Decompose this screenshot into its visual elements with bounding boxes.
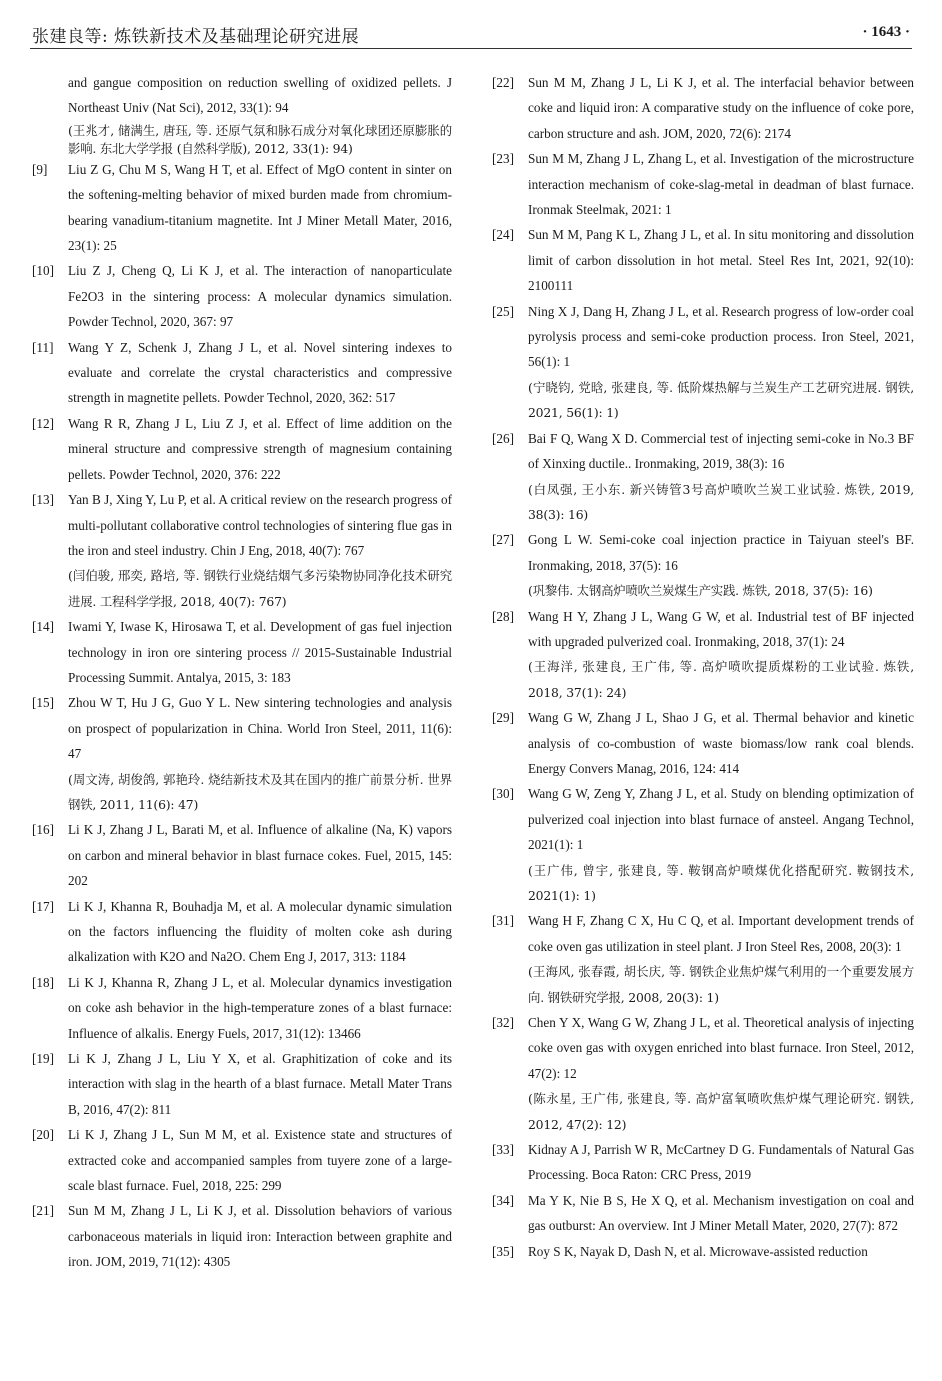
reference-body [68, 335, 452, 411]
reference-number: [19] [32, 1051, 54, 1067]
reference-number: [20] [32, 1127, 54, 1143]
continued-reference [32, 70, 452, 157]
reference-item [492, 604, 914, 706]
reference-item [32, 258, 452, 334]
reference-item [492, 1137, 914, 1188]
reference-number: [33] [492, 1142, 514, 1158]
reference-text: Li K J, Zhang J L, Sun M M, et al. Existence state and structures of extracted coke and accompanied samples from tuyere zone of a large-scale blast furnace. Fuel, 2018, 225: 299 [68, 1127, 452, 1194]
reference-text: Ma Y K, Nie B S, He X Q, et al. Mechanism investigation on coal and gas outburst: An overview. Int J Miner Metall Mater, 2020, 27(7): 872 [528, 1192, 914, 1234]
reference-text: Sun M M, Pang K L, Zhang J L, et al. In situ monitoring and dissolution limit of carbon dissolution in hot metal. Steel Res Int, 2021, 92(10): 2100111 [528, 227, 914, 294]
reference-number: [9] [32, 161, 48, 177]
reference-number: [21] [32, 1203, 54, 1219]
reference-item [492, 781, 914, 908]
reference-body [528, 908, 914, 1010]
reference-chinese: (白凤强, 王小东. 新兴铸管3号高炉喷吹兰炭工业试验. 炼铁, 2019, 38(3): 16) [528, 481, 914, 522]
reference-number: [17] [32, 898, 54, 914]
reference-text: Wang H Y, Zhang J L, Wang G W, et al. Industrial test of BF injected with upgraded pulverized coal. Ironmaking, 2018, 37(1): 24 [528, 608, 914, 649]
reference-body [68, 894, 452, 970]
reference-body [528, 222, 914, 298]
reference-item [492, 908, 914, 1010]
reference-chinese: (王广伟, 曾宇, 张建良, 等. 鞍钢高炉喷煤优化搭配研究. 鞍钢技术, 2021(1): 1) [528, 862, 914, 903]
reference-item [492, 705, 914, 781]
reference-text: Yan B J, Xing Y, Lu P, et al. A critical review on the research progress of multi-pollutant collaborative control technologies of sintering flue gas in the iron and steel industry. Chin J Eng, 2018, 40(7): 767 [68, 492, 452, 558]
reference-chinese: (王兆才, 储满生, 唐珏, 等. 还原气氛和脉石成分对氧化球团还原膨胀的影响. 东北大学学报 (自然科学版), 2012, 33(1): 94) [68, 122, 452, 156]
reference-text: Sun M M, Zhang J L, Li K J, et al. Dissolution behaviors of various carbonaceous materials in liquid iron: Interaction between graphite and iron. JOM, 2019, 71(12): 4305 [68, 1203, 452, 1270]
reference-chinese: (陈永星, 王广伟, 张建良, 等. 高炉富氧喷吹焦炉煤气理论研究. 钢铁, 2012, 47(2): 12) [528, 1091, 914, 1132]
reference-body [68, 157, 452, 259]
reference-text: Gong L W. Semi-coke coal injection practice in Taiyuan steel's BF. Ironmaking, 2018, 37(5): 16 [528, 532, 914, 573]
reference-number: [29] [492, 710, 514, 726]
reference-text: Iwami Y, Iwase K, Hirosawa T, et al. Development of gas fuel injection technology in iron ore sintering process // 2015-Sustainable Industrial Processing Summit. Antalya, 2015, 3: 183 [68, 619, 452, 685]
reference-body [68, 614, 452, 690]
reference-item [492, 1010, 914, 1137]
reference-chinese: (王海风, 张春霞, 胡长庆, 等. 钢铁企业焦炉煤气利用的一个重要发展方向. 钢铁研究学报, 2008, 20(3): 1) [528, 964, 914, 1005]
reference-text: Li K J, Khanna R, Zhang J L, et al. Molecular dynamics investigation on coke ash behavior in the high-temperature zones of a blast furnace: Influence of alkalis. Energy Fuels, 2017, 31(12): 13466 [68, 974, 452, 1041]
reference-body [528, 604, 914, 706]
reference-body [528, 705, 914, 781]
reference-number: [12] [32, 415, 54, 431]
reference-text: Zhou W T, Hu J G, Guo Y L. New sintering technologies and analysis on prospect of popularization in China. World Iron Steel, 2011, 11(6): 47 [68, 695, 452, 762]
reference-chinese: (巩黎伟. 太钢高炉喷吹兰炭煤生产实践. 炼铁, 2018, 37(5): 16) [528, 583, 873, 599]
reference-body [68, 258, 452, 334]
reference-body [528, 1010, 914, 1137]
reference-body [528, 426, 914, 528]
reference-body [68, 1046, 452, 1122]
reference-number: [22] [492, 75, 514, 90]
reference-number: [35] [492, 1243, 514, 1259]
reference-item [32, 335, 452, 411]
reference-text: Li K J, Khanna R, Bouhadja M, et al. A molecular dynamic simulation on the factors influencing the fluidity of molten coke ash during alkalization with K2O and Na2O. Chem Eng J, 2017, 313: 1184 [68, 898, 452, 965]
reference-body [68, 1198, 452, 1274]
reference-text: Wang Y Z, Schenk J, Zhang J L, et al. Novel sintering indexes to evaluate and correlate the crystal characteristics and compressive strength in magnetite pellets. Powder Technol, 2020, 362: 517 [68, 339, 452, 406]
reference-text: Roy S K, Nayak D, Dash N, et al. Microwave-assisted reduction [528, 1243, 868, 1259]
reference-item [32, 1046, 452, 1122]
reference-body [528, 1188, 914, 1239]
reference-item [492, 527, 914, 603]
reference-text: Kidnay A J, Parrish W R, McCartney D G. Fundamentals of Natural Gas Processing. Boca Raton: CRC Press, 2019 [528, 1142, 914, 1183]
running-header [30, 22, 912, 49]
reference-number: [27] [492, 532, 514, 548]
reference-item [32, 1122, 452, 1198]
reference-number: [26] [492, 430, 514, 446]
reference-chinese: (王海洋, 张建良, 王广伟, 等. 高炉喷吹提质煤粉的工业试验. 炼铁, 2018, 37(1): 24) [528, 659, 914, 700]
reference-number: [18] [32, 974, 54, 990]
reference-item [32, 894, 452, 970]
reference-number: [16] [32, 822, 54, 838]
reference-chinese: (闫伯骏, 邢奕, 路培, 等. 钢铁行业烧结烟气多污染物协同净化技术研究进展. 工程科学学报, 2018, 40(7): 767) [68, 568, 452, 609]
reference-body [68, 487, 452, 614]
reference-item [492, 70, 914, 146]
reference-item [492, 299, 914, 426]
reference-number: [11] [32, 339, 54, 355]
reference-item [492, 1188, 914, 1239]
reference-item [32, 690, 452, 817]
reference-text: Sun M M, Zhang J L, Li K J, et al. The interfacial behavior between coke and liquid iron: A comparative study on the influence of coke pore, carbon structure and ash. JOM, 2020, 72(6): 2174 [528, 75, 914, 141]
reference-number: [10] [32, 263, 54, 279]
reference-item [32, 817, 452, 893]
reference-body [528, 1137, 914, 1188]
reference-text: Sun M M, Zhang J L, Zhang L, et al. Investigation of the microstructure interaction mechanism of coke-slag-metal in deadman of blast furnace. Ironmak Steelmak, 2021: 1 [528, 151, 914, 218]
reference-text: Bai F Q, Wang X D. Commercial test of injecting semi-coke in No.3 BF of Xinxing ductile.. Ironmaking, 2019, 38(3): 16 [528, 430, 914, 472]
reference-text: Liu Z G, Chu M S, Wang H T, et al. Effect of MgO content in sinter on the softening-melting behavior of mixed burden made from chromium-bearing vanadium-titanium magnetite. Int J Miner Metall Mater, 2016, 23(1): 25 [68, 161, 452, 254]
reference-text: Li K J, Zhang J L, Barati M, et al. Influence of alkaline (Na, K) vapors on carbon and mineral behavior in blast furnace cokes. Fuel, 2015, 145: 202 [68, 822, 452, 889]
reference-number: [28] [492, 608, 514, 624]
reference-item [32, 411, 452, 487]
reference-chinese: (宁晓钧, 党晗, 张建良, 等. 低阶煤热解与兰炭生产工艺研究进展. 钢铁, 2021, 56(1): 1) [528, 379, 914, 421]
reference-item [492, 222, 914, 298]
reference-body [528, 70, 914, 146]
left-column [32, 70, 452, 1275]
reference-item [32, 1198, 452, 1274]
reference-number: [30] [492, 786, 514, 802]
reference-body [528, 781, 914, 908]
reference-body [68, 411, 452, 487]
reference-body [528, 299, 914, 426]
reference-number: [14] [32, 619, 54, 635]
reference-text: Liu Z J, Cheng Q, Li K J, et al. The interaction of nanoparticulate Fe2O3 in the sintering process: A molecular dynamics simulation. Powder Technol, 2020, 367: 97 [68, 263, 452, 330]
reference-item [492, 1239, 914, 1264]
reference-number: [23] [492, 151, 514, 167]
reference-item [492, 426, 914, 528]
reference-chinese: (周文涛, 胡俊鸽, 郭艳玲. 烧结新技术及其在国内的推广前景分析. 世界钢铁, 2011, 11(6): 47) [68, 771, 452, 812]
reference-text: and gangue composition on reduction swelling of oxidized pellets. J Northeast Univ (Nat Sci), 2012, 33(1): 94 [68, 75, 452, 116]
reference-item [492, 146, 914, 222]
reference-text: Li K J, Zhang J L, Liu Y X, et al. Graphitization of coke and its interaction with slag in the hearth of a blast furnace. Metall Mater Trans B, 2016, 47(2): 811 [68, 1051, 452, 1117]
reference-item [32, 614, 452, 690]
reference-text: Wang G W, Zhang J L, Shao J G, et al. Thermal behavior and kinetic analysis of co-combustion of waste biomass/low rank coal blends. Energy Convers Manag, 2016, 124: 414 [528, 710, 914, 776]
reference-body [528, 146, 914, 222]
running-title: 张建良等: 炼铁新技术及基础理论研究进展 [32, 27, 360, 47]
reference-body [68, 1122, 452, 1198]
reference-number: [34] [492, 1192, 514, 1208]
reference-number: [15] [32, 695, 54, 711]
reference-text: Wang H F, Zhang C X, Hu C Q, et al. Important development trends of coke oven gas utilization in steel plant. J Iron Steel Res, 2008, 20(3): 1 [528, 913, 914, 954]
page-number: · 1643 · [862, 24, 910, 40]
right-column [492, 70, 914, 1264]
reference-text: Wang R R, Zhang J L, Liu Z J, et al. Effect of lime addition on the mineral structure and compressive strength of magnesium containing pellets. Powder Technol, 2020, 376: 222 [68, 415, 452, 482]
reference-body [68, 817, 452, 893]
reference-number: [31] [492, 913, 514, 929]
reference-number: [24] [492, 227, 514, 243]
reference-number: [25] [492, 303, 514, 319]
reference-number: [13] [32, 492, 54, 508]
reference-text: Ning X J, Dang H, Zhang J L, et al. Research progress of low-order coal pyrolysis process and semi-coke production process. Iron Steel, 2021, 56(1): 1 [528, 303, 914, 370]
reference-body [68, 690, 452, 817]
reference-body [528, 527, 914, 603]
reference-text: Chen Y X, Wang G W, Zhang J L, et al. Theoretical analysis of injecting coke oven gas with oxygen enriched into blast furnace. Iron Steel, 2012, 47(2): 12 [528, 1015, 914, 1081]
reference-number: [32] [492, 1015, 514, 1031]
reference-text: Wang G W, Zeng Y, Zhang J L, et al. Study on blending optimization of pulverized coal injection into blast furnace of ansteel. Angang Technol, 2021(1): 1 [528, 786, 914, 853]
reference-body [68, 970, 452, 1046]
reference-item [32, 157, 452, 259]
reference-item [32, 487, 452, 614]
reference-item [32, 970, 452, 1046]
reference-body [528, 1239, 914, 1264]
